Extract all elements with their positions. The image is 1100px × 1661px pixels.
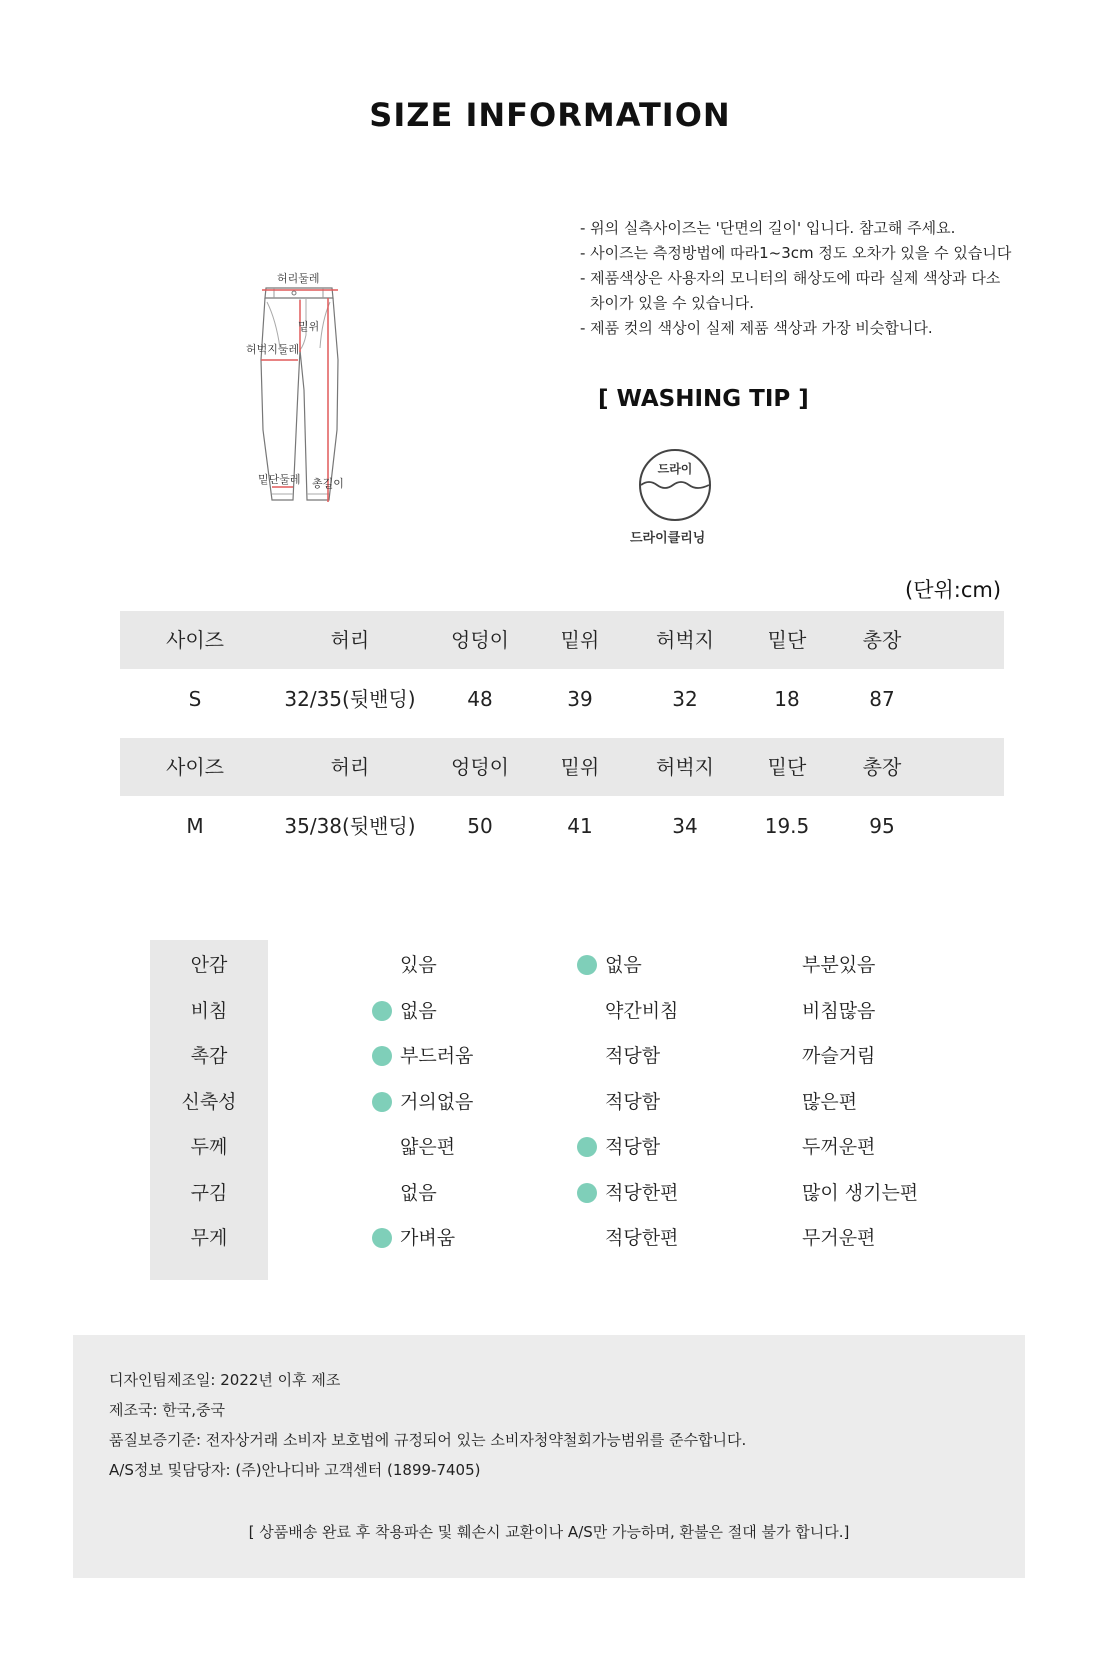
attribute-label: 무게 [190,1227,228,1249]
header-cell: 엉덩이 [451,755,509,779]
header-cell: 총장 [862,628,902,652]
unit-label: (단위:cm) [905,578,1002,602]
attribute-option: 비침많음 [802,999,876,1022]
info-line: 제조국: 한국,중국 [109,1401,226,1419]
washing-tip-title: [ WASHING TIP ] [598,386,809,412]
info-line: 디자인팀제조일: 2022년 이후 제조 [109,1371,341,1389]
selected-dot-icon [372,1001,392,1021]
attribute-option: 없음 [605,954,642,976]
size-cell: S [188,687,202,711]
diagram-label-thigh: 허벅지둘레 [246,343,300,356]
attribute-label: 신축성 [181,1090,237,1113]
pants-outline-icon [246,270,380,520]
attribute-option: 적당함 [605,1136,661,1158]
attribute-row [150,1216,930,1261]
size-cell: 48 [467,687,493,711]
attribute-option: 많이 생기는편 [802,1181,919,1204]
size-cell: 34 [672,814,698,838]
refund-notice: [ 상품배송 완료 후 착용파손 및 훼손시 교환이나 A/S만 가능하며, 환불은 절대 불가 합니다.] [248,1523,850,1541]
attribute-option: 까슬거림 [802,1045,876,1067]
attribute-option: 두꺼운편 [802,1136,876,1158]
selected-dot-icon [372,1046,392,1066]
attribute-option: 부분있음 [802,954,876,976]
page-title: SIZE INFORMATION [369,96,731,134]
attribute-row [150,1080,930,1125]
header-cell: 허리 [330,628,370,652]
note-line: - 위의 실측사이즈는 '단면의 길이' 입니다. 참고해 주세요. [580,219,956,237]
size-cell: 32/35(뒷밴딩) [284,687,416,711]
header-cell: 밑단 [767,755,807,779]
dry-clean-icon-text: 드라이 [657,462,693,476]
attribute-option: 있음 [400,954,437,976]
pants-diagram [246,270,380,520]
size-cell: 95 [869,814,895,838]
washing-label: 드라이클리닝 [630,531,706,546]
attribute-row [150,989,930,1034]
header-cell: 엉덩이 [451,628,509,652]
note-line: - 사이즈는 측정방법에 따라1~3cm 정도 오차가 있을 수 있습니다 [580,244,1012,262]
size-cell: 41 [567,814,593,838]
attribute-option: 적당한편 [605,1181,679,1204]
attribute-option: 얇은편 [400,1136,456,1158]
size-cell: 50 [467,814,493,838]
selected-dot-icon [577,1183,597,1203]
selected-dot-icon [577,1137,597,1157]
header-cell: 허리 [330,755,370,779]
selected-dot-icon [372,1092,392,1112]
attribute-option: 가벼움 [400,1227,456,1249]
size-cell: 32 [672,687,698,711]
header-cell: 밑위 [560,628,600,652]
attribute-row [150,1171,930,1216]
header-cell: 허벅지 [656,628,714,652]
attribute-option: 적당한편 [605,1227,679,1249]
attribute-label: 구김 [190,1181,228,1204]
size-cell: 18 [774,687,800,711]
attribute-row [150,943,930,988]
attribute-option: 부드러움 [400,1045,474,1067]
size-cell: 39 [567,687,593,711]
attribute-label: 촉감 [190,1045,228,1067]
header-cell: 사이즈 [166,628,224,652]
size-table-row [120,797,1004,855]
attribute-option: 없음 [400,999,437,1022]
note-line: - 제품 컷의 색상이 실제 제품 색상과 가장 비슷합니다. [580,319,933,337]
fabric-attribute-table [150,940,930,1280]
header-cell: 사이즈 [166,755,224,779]
attribute-option: 무거운편 [802,1227,876,1249]
size-table-row [120,670,1004,728]
attribute-option: 많은편 [802,1090,858,1113]
diagram-label-hem: 밑단둘레 [258,473,301,486]
diagram-label-length: 총길이 [312,477,344,490]
note-line: 차이가 있을 수 있습니다. [590,294,754,312]
attribute-option: 적당함 [605,1090,661,1113]
size-cell: 87 [869,687,895,711]
size-notes [580,216,1050,341]
size-table-header [120,738,1004,796]
header-cell: 밑위 [560,755,600,779]
size-cell: 35/38(뒷밴딩) [284,814,416,838]
attribute-option: 거의없음 [400,1090,474,1113]
size-cell: 19.5 [764,814,810,838]
attribute-option: 약간비침 [605,999,679,1022]
attribute-label: 두께 [190,1136,228,1158]
attribute-option: 없음 [400,1181,437,1204]
info-line: 품질보증기준: 전자상거래 소비자 보호법에 규정되어 있는 소비자청약철회가능범위를 준수합니다. [109,1431,747,1449]
attribute-row [150,1034,930,1079]
size-table-header [120,611,1004,669]
attribute-label: 비침 [190,999,228,1022]
size-cell: M [186,814,204,838]
header-cell: 총장 [862,755,902,779]
info-line: A/S정보 및담당자: (주)안나디바 고객센터 (1899-7405) [109,1461,481,1479]
diagram-label-waist: 허리둘레 [277,272,320,285]
diagram-label-rise: 밑위 [298,320,320,333]
selected-dot-icon [372,1228,392,1248]
attribute-row [150,1125,930,1170]
header-cell: 밑단 [767,628,807,652]
product-info-box [73,1335,1025,1578]
attribute-option: 적당함 [605,1045,661,1067]
selected-dot-icon [577,955,597,975]
attribute-label: 안감 [190,954,228,976]
dry-clean-icon [638,448,712,522]
note-line: - 제품색상은 사용자의 모니터의 해상도에 따라 실제 색상과 다소 [580,269,1001,287]
header-cell: 허벅지 [656,755,714,779]
